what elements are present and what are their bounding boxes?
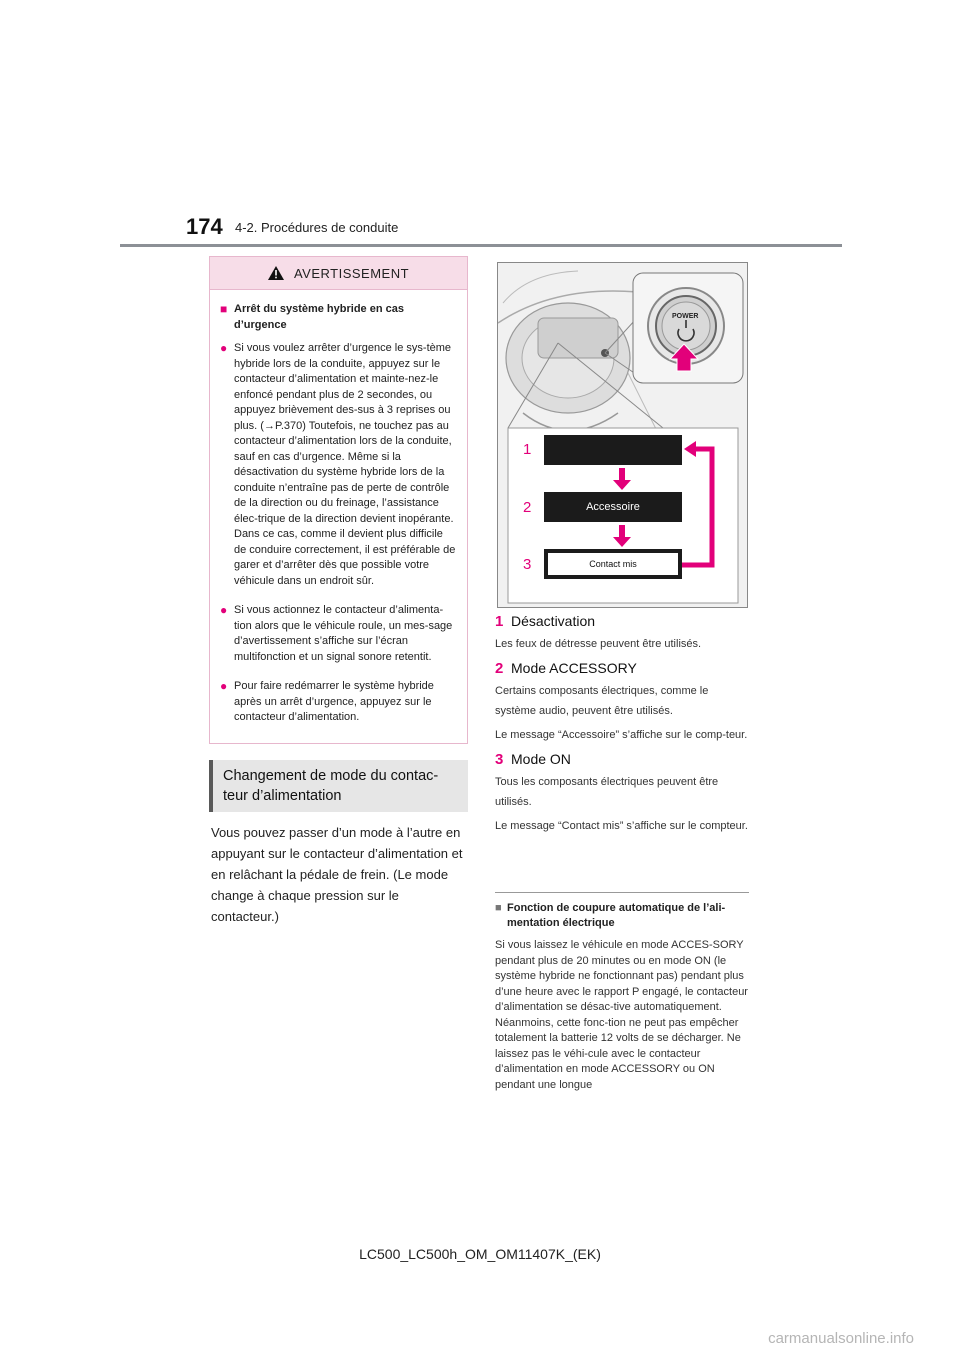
circle-bullet-icon: ● [220, 679, 228, 693]
warning-box [209, 256, 468, 744]
mode-description: Tous les composants électriques peuvent être utilisés. [495, 776, 719, 808]
mode-item-accessory: 2 Mode ACCESSORY [495, 660, 637, 677]
display-off [544, 435, 682, 465]
arrow-down-icon [613, 468, 631, 495]
auto-off-paragraph: Si vous laissez le véhicule en mode ACCES-SORY pendant plus de 20 minutes ou en mode ON (le système hybride ne fonctionnant pas) pendant plus d’une heure avec le rapport P engagé, le contacteur d’alimentation se désac-tive automatiquement. Néanmoins, cette fonc-tion ne peut pas empêcher totalement la batterie 12 volts de se décharger. Ne laissez pas le véhi-cule avec le contacteur d’alimentation en mode ACCESSORY ou ON pendant une longue [495, 939, 748, 1091]
power-button-label: POWER [672, 313, 699, 320]
arrow-down-icon [613, 525, 631, 552]
mode-description: Le message “Contact mis” s’affiche sur le compteur. [495, 820, 748, 832]
warning-bullet: ● Si vous voulez arrêter d’urgence le sys-tème hybride lors de la conduite, appuyez sur le contacteur d’alimentation et mainte-nez-le enfoncé pendant plus de 2 secondes, ou appuyez brièvement des-sus à 3 reprises ou plus. (→P.370) Toutefois, ne touchez pas au contacteur d’alimentation lors de la conduite, sauf en cas d’urgence. Même si la désactivation du système hybride lors de la conduite n’entraîne pas de perte de contrôle de la direction ou du freinage, l’assistance élec-trique de la direction devient inopérante. Dans ce cas, comme il devient plus difficile de conduire correctement, il est préférable de garer et d’arrêter dès que possible votre véhicule dans un endroit sûr. [220, 341, 456, 587]
page-number: 174 [186, 214, 223, 239]
change-mode-paragraph: Vous pouvez passer d’un mode à l’autre en appuyant sur le contacteur d’alimentation et en relâchant la pédale de frein. (Le mode change à chaque pression sur le contacteur.) [211, 825, 463, 924]
auto-off-heading: ■ Fonction de coupure automatique de l’ali-mentation électrique [495, 902, 726, 929]
header-rule [120, 244, 842, 247]
change-mode-heading: Changement de mode du contac-teur d’alimentation [209, 760, 468, 812]
warning-content [210, 290, 467, 726]
square-bullet-icon: ■ [495, 902, 502, 914]
warning-header [210, 257, 467, 290]
circle-bullet-icon: ● [220, 341, 228, 355]
warning-heading: ■ Arrêt du système hybride en cas d’urgence [220, 302, 404, 331]
step-number: 3 [523, 556, 532, 573]
warning-bullet: ● Pour faire redémarrer le système hybride après un arrêt d’urgence, appuyez sur le contacteur d’alimentation. [220, 679, 434, 723]
mode-description: Les feux de détresse peuvent être utilisés. [495, 638, 702, 650]
warning-triangle-icon [268, 266, 284, 280]
document-code: LC500_LC500h_OM_OM11407K_(EK) [359, 1246, 601, 1262]
step-number: 2 [523, 499, 532, 516]
circle-bullet-icon: ● [220, 603, 228, 617]
display-contact-mis: Contact mis [544, 549, 682, 579]
divider [495, 892, 749, 893]
display-accessory: Accessoire [544, 492, 682, 522]
step-number: 1 [523, 441, 532, 458]
power-switch-illustration [497, 262, 748, 608]
square-bullet-icon: ■ [220, 302, 228, 316]
mode-list [495, 613, 751, 836]
watermark: carmanualsonline.info [768, 1330, 914, 1347]
warning-bullet: ● Si vous actionnez le contacteur d’alimenta-tion alors que le véhicule roule, un mes-sage d’avertissement s’affiche sur l’écran multifonction et un signal sonore retentit. [220, 603, 453, 663]
mode-description: Certains composants électriques, comme le système audio, peuvent être utilisés. [495, 685, 709, 717]
mode-item-off: 1 Désactivation [495, 613, 596, 630]
section-title: 4-2. Procédures de conduite [235, 220, 399, 235]
mode-item-on: 3 Mode ON [495, 751, 571, 768]
mode-description: Le message “Accessoire” s’affiche sur le comp-teur. [495, 729, 748, 741]
warning-title: AVERTISSEMENT [293, 265, 410, 281]
loop-arrow-icon [682, 441, 722, 574]
